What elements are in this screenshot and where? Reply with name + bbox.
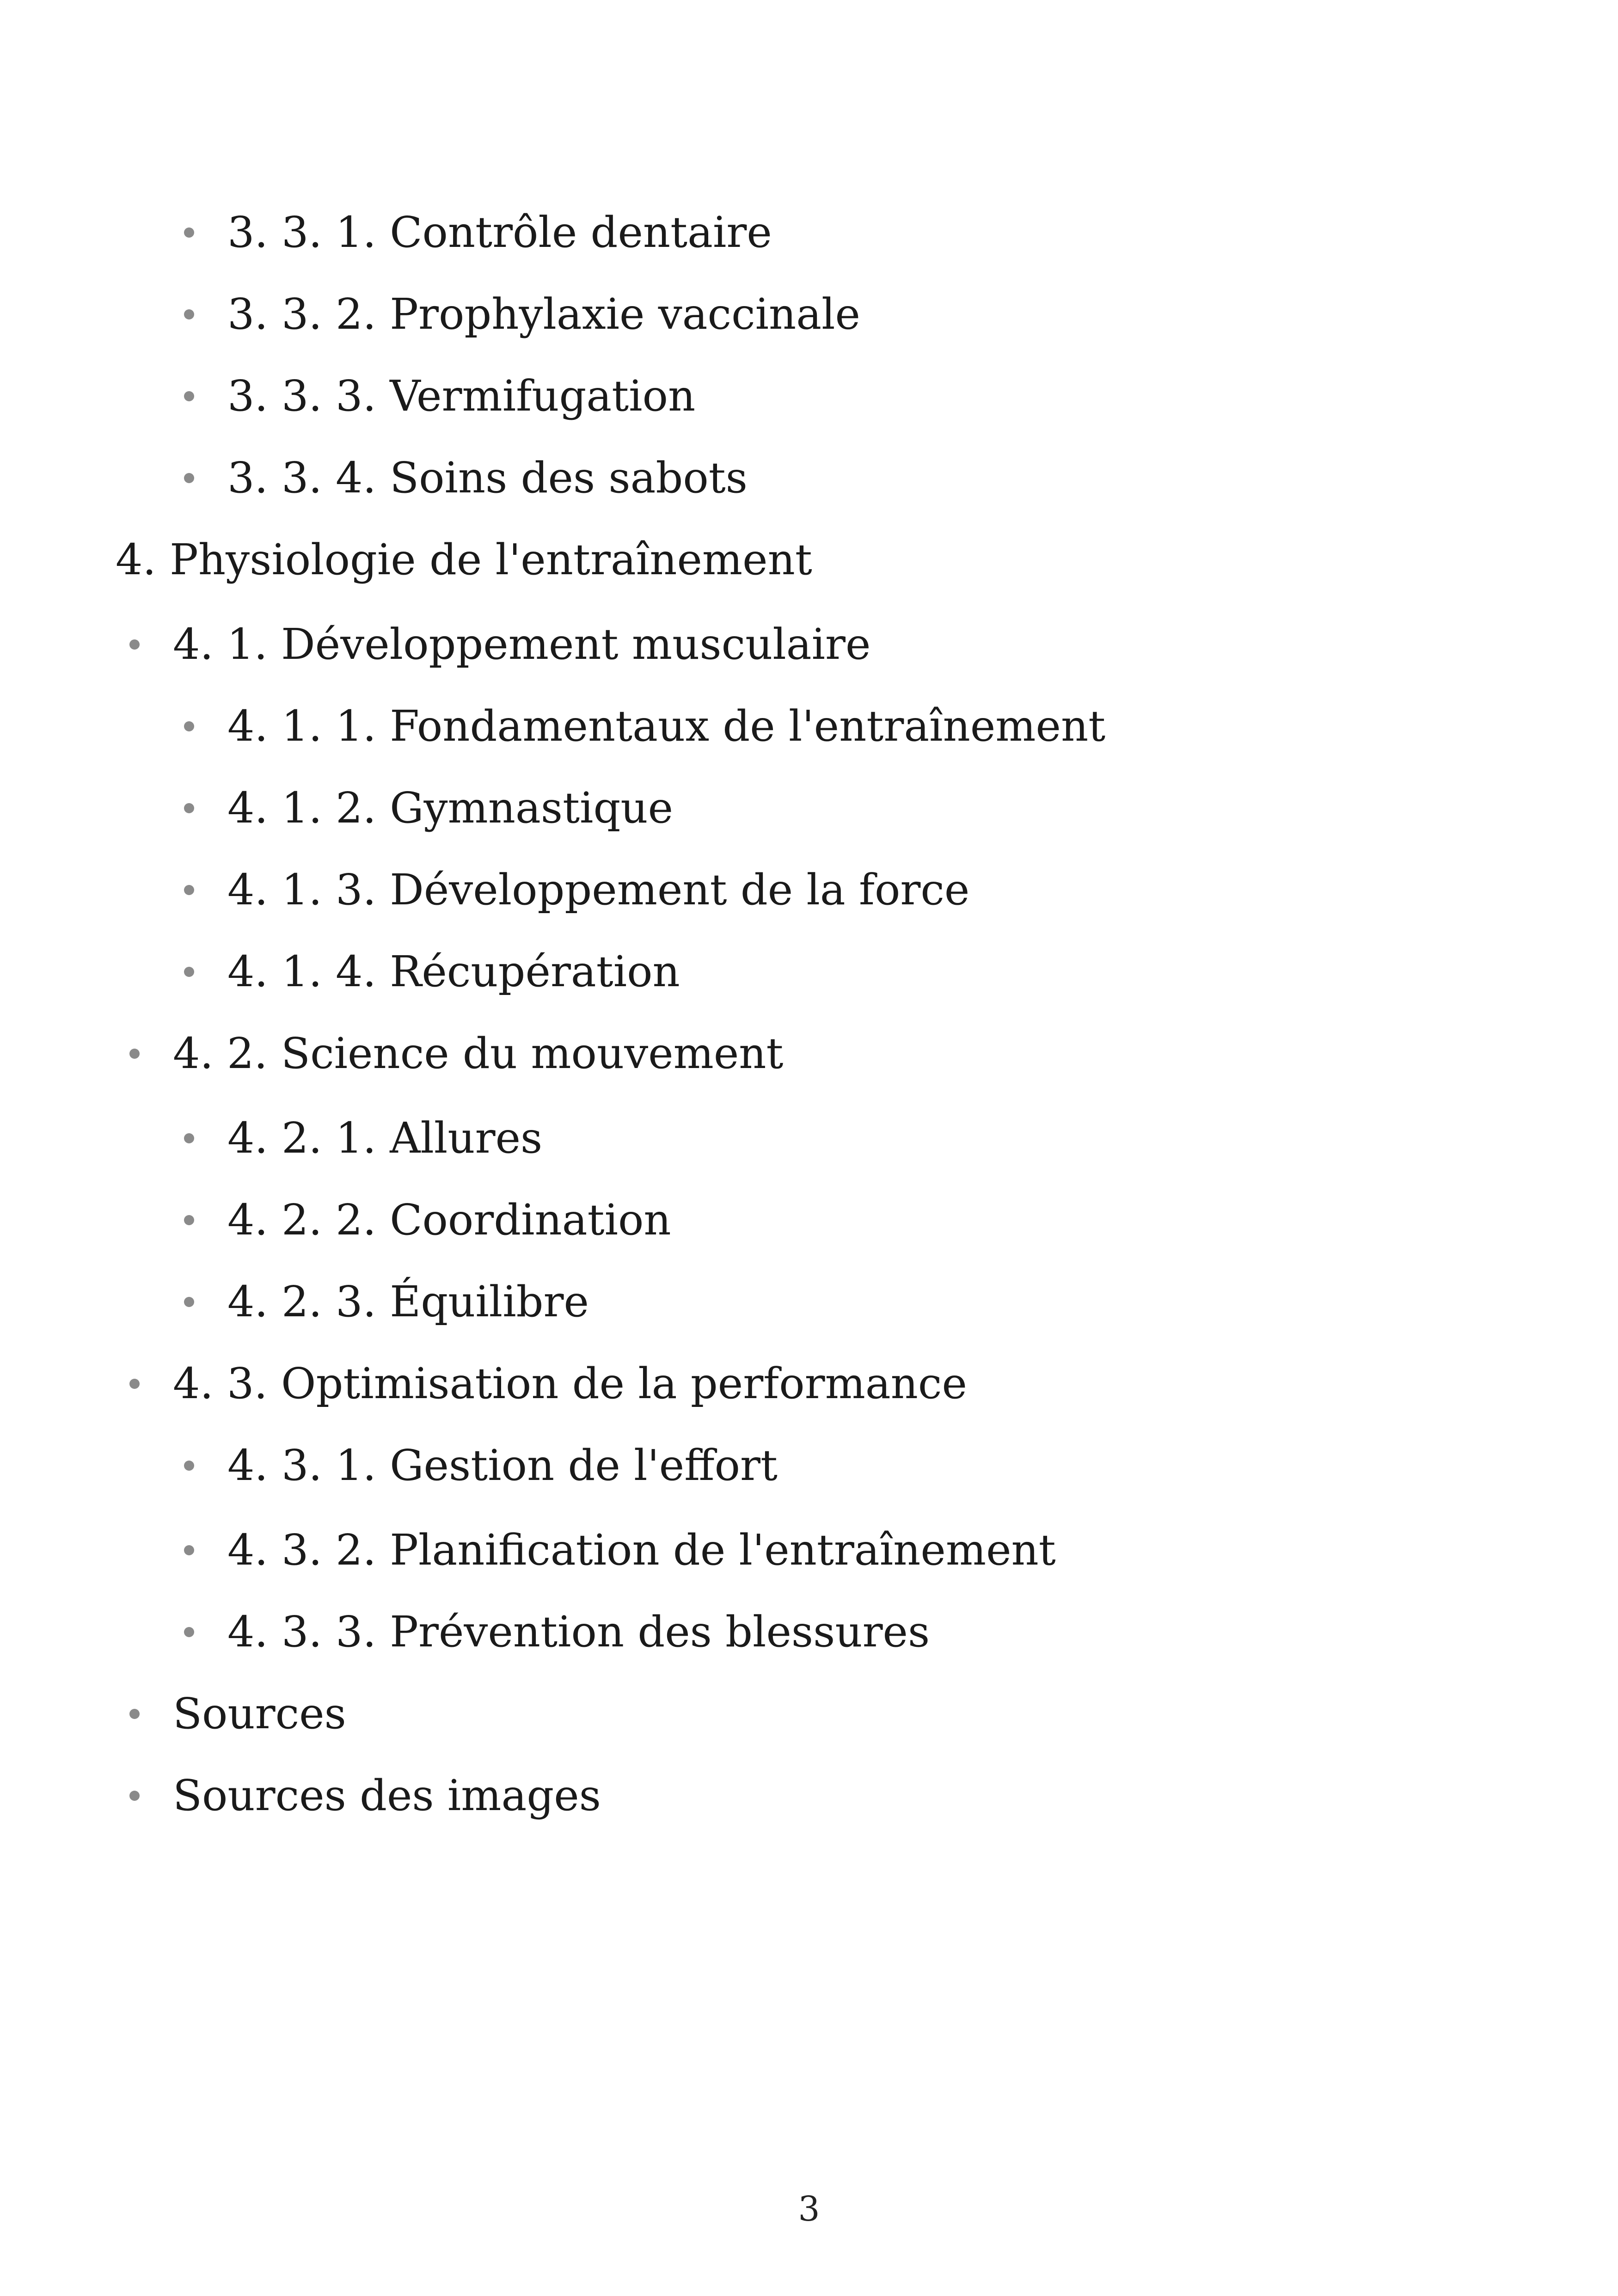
toc-item-label: Sources — [173, 1689, 346, 1738]
toc-item-4-3[interactable] — [129, 1356, 967, 1412]
bullet-icon — [184, 309, 194, 319]
bullet-icon — [184, 1545, 194, 1555]
bullet-icon — [184, 967, 194, 977]
bullet-icon — [129, 1709, 140, 1719]
toc-item-label: 4. 3. 1. Gestion de l'effort — [227, 1441, 778, 1490]
bullet-icon — [184, 721, 194, 731]
toc-item-4-2[interactable] — [129, 1026, 784, 1081]
bullet-icon — [129, 639, 140, 650]
toc-item-3-3-3[interactable] — [184, 368, 695, 424]
bullet-icon — [184, 473, 194, 483]
bullet-icon — [184, 803, 194, 813]
toc-item-4-3-3[interactable] — [184, 1604, 930, 1660]
toc-item-sources[interactable] — [129, 1686, 346, 1742]
toc-item-label: 4. 2. 2. Coordination — [227, 1195, 671, 1245]
toc-item-label: 4. 2. 3. Équilibre — [227, 1277, 589, 1326]
toc-item-label: 3. 3. 3. Vermifugation — [227, 371, 696, 421]
toc-item-label: 4. 1. Développement musculaire — [173, 620, 871, 669]
toc-item-4-1[interactable] — [129, 617, 870, 672]
toc-item-4-1-4[interactable] — [184, 944, 680, 1000]
bullet-icon — [129, 1379, 140, 1389]
bullet-icon — [129, 1049, 140, 1059]
toc-item-3-3-1[interactable] — [184, 205, 772, 260]
toc-item-4[interactable] — [116, 532, 812, 588]
toc-item-label: 3. 3. 2. Prophylaxie vaccinale — [227, 289, 860, 339]
toc-item-4-1-1[interactable] — [184, 699, 1105, 754]
toc-item-label: 4. 1. 3. Développement de la force — [227, 865, 970, 915]
toc-item-4-3-2[interactable] — [184, 1522, 1056, 1578]
toc-item-label: 4. 3. 2. Planification de l'entraînement — [227, 1525, 1056, 1575]
toc-item-label: 3. 3. 1. Contrôle dentaire — [227, 208, 772, 257]
toc-item-4-2-2[interactable] — [184, 1192, 671, 1248]
toc-item-label: 4. 2. 1. Allures — [227, 1113, 543, 1163]
bullet-icon — [184, 1461, 194, 1471]
toc-item-4-1-2[interactable] — [184, 780, 673, 836]
bullet-icon — [184, 391, 194, 401]
toc-item-label: 3. 3. 4. Soins des sabots — [227, 453, 748, 503]
toc-item-label: 4. 3. 3. Prévention des blessures — [227, 1607, 930, 1657]
toc-item-4-2-3[interactable] — [184, 1274, 589, 1330]
page-number: 3 — [798, 2189, 820, 2229]
bullet-icon — [184, 1133, 194, 1143]
toc-item-4-2-1[interactable] — [184, 1111, 542, 1166]
toc-item-label: 4. Physiologie de l'entraînement — [116, 535, 812, 584]
toc-item-4-3-1[interactable] — [184, 1438, 778, 1493]
toc-item-label: 4. 1. 4. Récupération — [227, 947, 680, 996]
bullet-icon — [184, 1215, 194, 1225]
toc-item-4-1-3[interactable] — [184, 862, 969, 918]
bullet-icon — [184, 885, 194, 895]
toc-item-label: 4. 2. Science du mouvement — [173, 1029, 784, 1078]
bullet-icon — [184, 227, 194, 238]
bullet-icon — [184, 1297, 194, 1307]
bullet-icon — [184, 1627, 194, 1637]
toc-item-3-3-4[interactable] — [184, 450, 748, 506]
toc-item-3-3-2[interactable] — [184, 287, 860, 342]
toc-item-label: 4. 1. 1. Fondamentaux de l'entraînement — [227, 701, 1106, 751]
toc-item-label: 4. 3. Optimisation de la performance — [173, 1359, 967, 1408]
toc-item-image-sources[interactable] — [129, 1768, 601, 1823]
toc-item-label: Sources des images — [173, 1771, 601, 1820]
bullet-icon — [129, 1791, 140, 1801]
toc-item-label: 4. 1. 2. Gymnastique — [227, 783, 674, 833]
